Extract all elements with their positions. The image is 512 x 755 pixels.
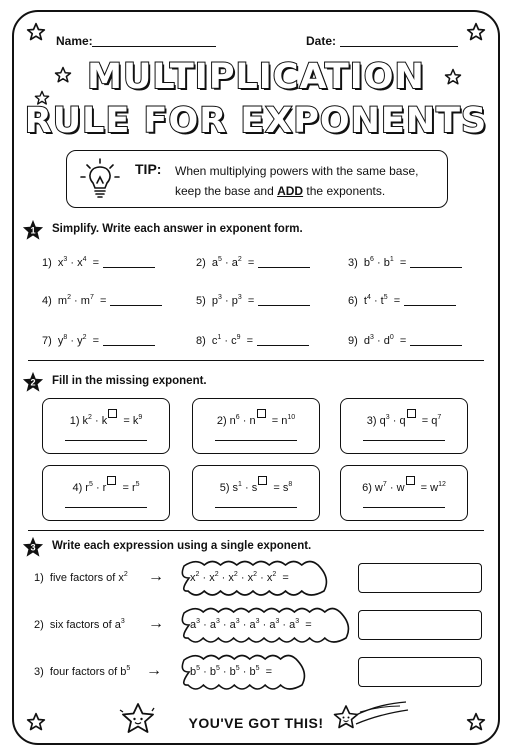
- missing-exponent-card: 3) $q^3 \cdot q = q^7$: [340, 398, 468, 454]
- simplify-problem: 7) $y^8 \cdot y^2$ =: [42, 334, 155, 347]
- answer-line[interactable]: [257, 345, 309, 346]
- answer-line[interactable]: [410, 345, 462, 346]
- factor-description: 1) five factors of $x^2$: [34, 571, 128, 584]
- answer-line[interactable]: [103, 345, 155, 346]
- lightbulb-icon: [75, 157, 125, 203]
- section-2-title: Fill in the missing exponent.: [52, 375, 207, 387]
- section-2-badge: [22, 371, 44, 393]
- simplify-problem: 4) $m^2 \cdot m^7$ =: [42, 294, 162, 307]
- answer-line[interactable]: [404, 305, 456, 306]
- expanded-expression: $x^2 \cdot x^2 \cdot x^2 \cdot x^2 \cdot x^2$ =: [190, 571, 289, 584]
- answer-line[interactable]: [215, 440, 297, 441]
- name-label: Name:: [56, 34, 93, 48]
- page-title: MULTIPLICATION: [87, 57, 425, 97]
- tip-text: When multiplying powers with the same base, keep the base and ADD the exponents.: [175, 164, 419, 198]
- svg-text:1: 1: [30, 225, 36, 236]
- footer-message: YOU'VE GOT THIS!: [188, 715, 324, 731]
- answer-box[interactable]: [358, 563, 482, 593]
- missing-exponent-box[interactable]: [108, 409, 117, 418]
- factor-description: 3) four factors of $b^5$: [34, 665, 131, 678]
- expanded-expression: $a^3 \cdot a^3 \cdot a^3 \cdot a^3 \cdot a^3 \cdot a^3$ =: [190, 618, 312, 631]
- section-1-badge: [22, 219, 44, 241]
- answer-box[interactable]: [358, 657, 482, 687]
- arrow-icon: →: [146, 662, 162, 679]
- page-subtitle: RULE FOR EXPONENTS: [24, 101, 488, 141]
- simplify-problem: 5) $p^3 \cdot p^3$ =: [196, 294, 310, 307]
- svg-text:3: 3: [30, 542, 36, 553]
- answer-line[interactable]: [65, 507, 147, 508]
- missing-exponent-card: 2) $n^6 \cdot n = n^{10}$: [192, 398, 320, 454]
- missing-exponent-card: 5) $s^1 \cdot s = s^8$: [192, 465, 320, 521]
- missing-exponent-box[interactable]: [407, 409, 416, 418]
- answer-line[interactable]: [258, 267, 310, 268]
- star-icon: [26, 22, 46, 42]
- missing-exponent-card: 1) $k^2 \cdot k = k^9$: [42, 398, 170, 454]
- svg-text:2: 2: [30, 377, 36, 388]
- arrow-icon: →: [148, 615, 164, 632]
- answer-line[interactable]: [215, 507, 297, 508]
- simplify-problem: 9) $d^3 \cdot d^0$ =: [348, 334, 462, 347]
- missing-exponent-box[interactable]: [107, 476, 116, 485]
- divider: [28, 530, 484, 531]
- simplify-problem: 6) $t^4 \cdot t^5$ =: [348, 294, 456, 307]
- missing-exponent-box[interactable]: [258, 476, 267, 485]
- answer-line[interactable]: [410, 267, 462, 268]
- answer-line[interactable]: [363, 440, 445, 441]
- tip-label: TIP:: [135, 161, 162, 177]
- factor-description: 2) six factors of $a^3$: [34, 618, 125, 631]
- answer-line[interactable]: [363, 507, 445, 508]
- missing-exponent-box[interactable]: [257, 409, 266, 418]
- answer-line[interactable]: [110, 305, 162, 306]
- simplify-problem: 3) $b^6 \cdot b^1$ =: [348, 256, 462, 269]
- divider: [28, 360, 484, 361]
- answer-box[interactable]: [358, 610, 482, 640]
- name-field[interactable]: [92, 46, 216, 47]
- missing-exponent-card: 6) $w^7 \cdot w = w^{12}$: [340, 465, 468, 521]
- expanded-expression: $b^5 \cdot b^5 \cdot b^5 \cdot b^5$ =: [190, 665, 273, 678]
- arrow-icon: →: [148, 568, 164, 585]
- shooting-star-icon: [330, 700, 410, 736]
- missing-exponent-box[interactable]: [406, 476, 415, 485]
- simplify-problem: 8) $c^1 \cdot c^9$ =: [196, 334, 309, 347]
- missing-exponent-card: 4) $r^5 \cdot r = r^5$: [42, 465, 170, 521]
- date-label: Date:: [306, 34, 337, 48]
- tip-box: [66, 150, 448, 208]
- answer-line[interactable]: [258, 305, 310, 306]
- star-icon: [466, 22, 486, 42]
- simplify-problem: 2) $a^5 \cdot a^2$ =: [196, 256, 310, 269]
- answer-line[interactable]: [103, 267, 155, 268]
- section-1-title: Simplify. Write each answer in exponent form.: [52, 223, 303, 235]
- answer-line[interactable]: [65, 440, 147, 441]
- date-field[interactable]: [340, 46, 458, 47]
- section-3-badge: [22, 536, 44, 558]
- simplify-problem: 1) $x^3 \cdot x^4$ =: [42, 256, 155, 269]
- section-3-title: Write each expression using a single exponent.: [52, 540, 312, 552]
